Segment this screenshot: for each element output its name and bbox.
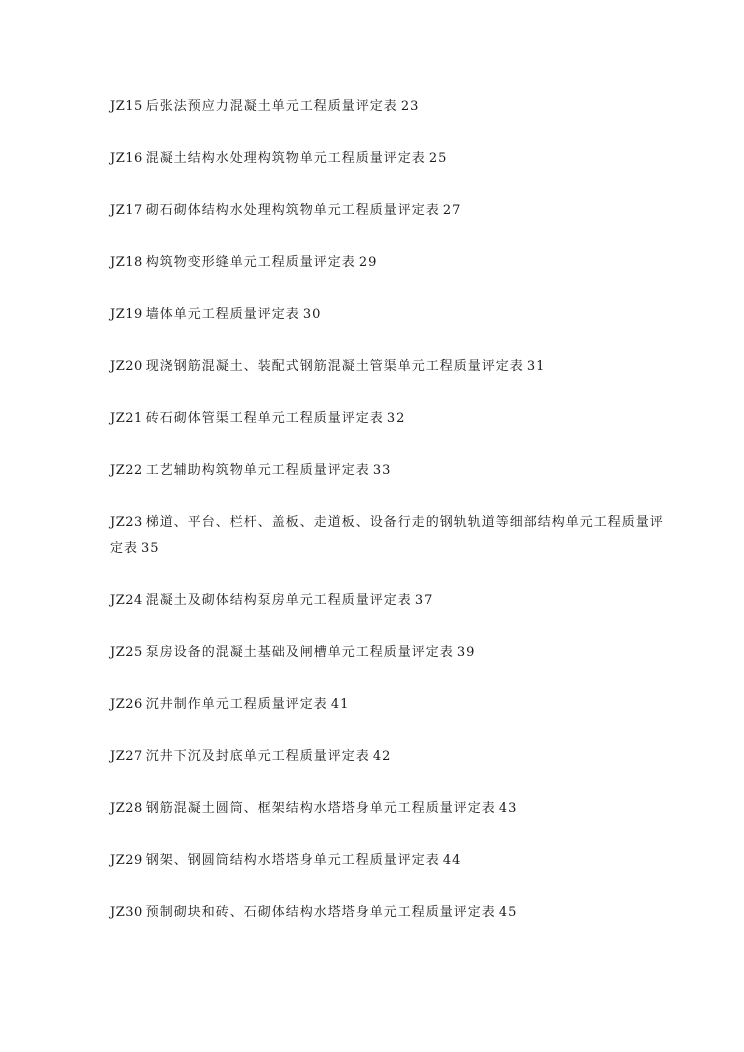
entry-page: 33 [372,463,392,478]
entry-code: JZ16 [110,151,143,166]
entry-page: 27 [442,203,462,218]
toc-entry-jz30 [110,900,670,926]
toc-entry-jz20 [110,354,670,380]
entry-code: JZ20 [110,359,143,374]
entry-page: 29 [358,255,378,270]
toc-entry-jz21 [110,406,670,432]
entry-page: 42 [372,749,392,764]
entry-page: 41 [330,697,350,712]
entry-code: JZ26 [110,697,143,712]
table-of-contents [110,94,670,952]
entry-title: 预制砌块和砖、石砌体结构水塔塔身单元工程质量评定表 [145,905,496,920]
entry-code: JZ18 [110,255,143,270]
entry-code: JZ15 [110,99,143,114]
entry-title: 混凝土结构水处理构筑物单元工程质量评定表 [145,151,426,166]
toc-entry-jz28 [110,796,670,822]
toc-entry-jz25 [110,640,670,666]
entry-title: 构筑物变形缝单元工程质量评定表 [145,255,356,270]
entry-code: JZ17 [110,203,143,218]
entry-title: 沉井下沉及封底单元工程质量评定表 [145,749,370,764]
entry-page: 31 [526,359,546,374]
entry-page: 37 [414,593,434,608]
toc-entry-jz16 [110,146,670,172]
toc-entry-jz26 [110,692,670,718]
entry-code: JZ19 [110,307,143,322]
entry-title: 后张法预应力混凝土单元工程质量评定表 [145,99,398,114]
entry-code: JZ23 [110,515,143,530]
toc-entry-jz15 [110,94,670,120]
entry-code: JZ28 [110,801,143,816]
entry-title: 钢筋混凝土圆筒、框架结构水塔塔身单元工程质量评定表 [145,801,496,816]
entry-page: 43 [498,801,518,816]
entry-title: 梯道、平台、栏杆、盖板、走道板、设备行走的钢轨轨道等细部结构单元工程质量评定表 [110,515,664,556]
entry-title: 墙体单元工程质量评定表 [145,307,300,322]
toc-entry-jz29 [110,848,670,874]
entry-title: 沉井制作单元工程质量评定表 [145,697,328,712]
entry-page: 25 [428,151,448,166]
entry-title: 现浇钢筋混凝土、装配式钢筋混凝土管渠单元工程质量评定表 [145,359,524,374]
entry-page: 32 [386,411,406,426]
entry-page: 30 [302,307,322,322]
entry-code: JZ24 [110,593,143,608]
entry-page: 44 [442,853,462,868]
toc-entry-jz24 [110,588,670,614]
entry-code: JZ22 [110,463,143,478]
entry-page: 35 [141,541,160,556]
entry-page: 45 [498,905,518,920]
entry-title: 混凝土及砌体结构泵房单元工程质量评定表 [145,593,412,608]
entry-code: JZ25 [110,645,143,660]
toc-entry-jz22 [110,458,670,484]
entry-code: JZ29 [110,853,143,868]
entry-page: 23 [400,99,420,114]
entry-title: 泵房设备的混凝土基础及闸槽单元工程质量评定表 [145,645,454,660]
entry-title: 砖石砌体管渠工程单元工程质量评定表 [145,411,384,426]
entry-code: JZ30 [110,905,143,920]
toc-entry-jz18 [110,250,670,276]
toc-entry-jz19 [110,302,670,328]
toc-entry-jz17 [110,198,670,224]
entry-code: JZ27 [110,749,143,764]
toc-entry-jz23 [110,510,670,562]
toc-entry-jz27 [110,744,670,770]
entry-page: 39 [456,645,476,660]
entry-title: 砌石砌体结构水处理构筑物单元工程质量评定表 [145,203,440,218]
entry-code: JZ21 [110,411,143,426]
entry-title: 钢架、钢圆筒结构水塔塔身单元工程质量评定表 [145,853,440,868]
entry-title: 工艺辅助构筑物单元工程质量评定表 [145,463,370,478]
